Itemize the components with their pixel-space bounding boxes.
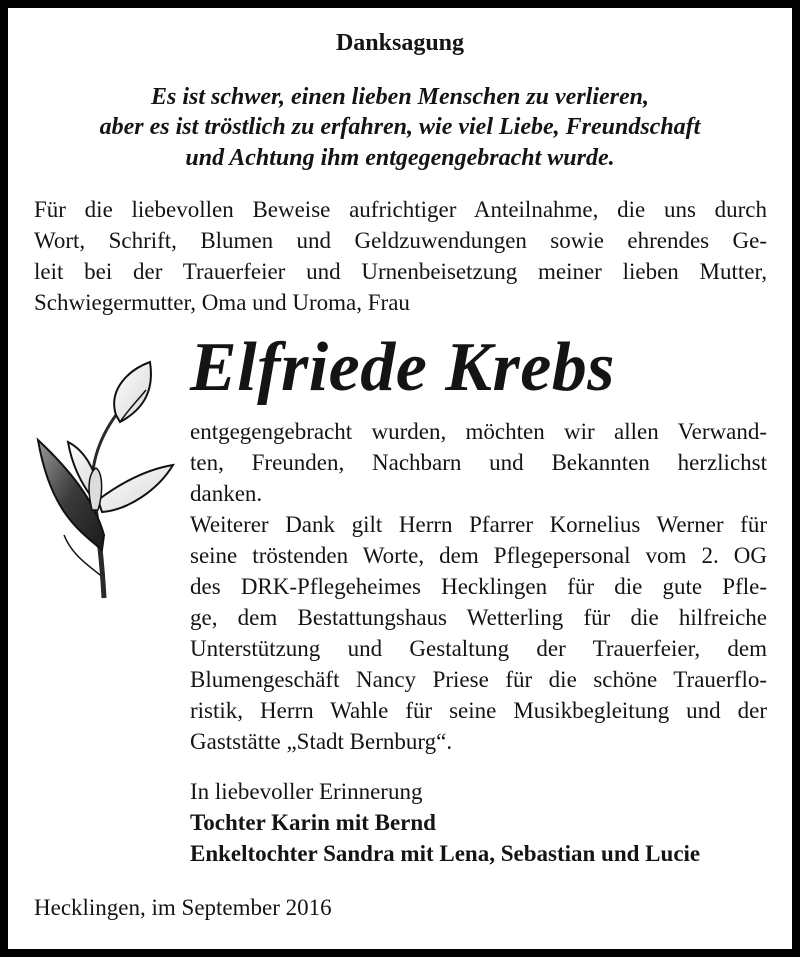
family-line: Enkeltochter Sandra mit Lena, Sebastian und Lucie bbox=[190, 841, 701, 866]
intro-line: Wort, Schrift, Blumen und Geldzuwendungen sowie ehrendes Ge- bbox=[34, 228, 767, 253]
thanks-line: danken. bbox=[190, 481, 263, 506]
thanks-line: Gaststätte „Stadt Bernburg“. bbox=[190, 729, 453, 754]
thanks-line: Weiterer Dank gilt Herrn Pfarrer Kornelius Werner für bbox=[190, 512, 767, 537]
quote-line: Es ist schwer, einen lieben Menschen zu verlieren, bbox=[150, 84, 650, 110]
place-date: Hecklingen, im September 2016 bbox=[34, 895, 332, 920]
heading: Danksagung bbox=[335, 30, 465, 56]
quote-line: und Achtung ihm entgegengebracht wurde. bbox=[185, 145, 615, 171]
calla-lily-icon bbox=[28, 360, 188, 605]
thanks-line: ten, Freunden, Nachbarn und Bekannten herzlichst bbox=[190, 450, 767, 475]
thanks-line: entgegengebracht wurden, möchten wir allen Verwand- bbox=[190, 419, 767, 444]
quote-line: aber es ist tröstlich zu erfahren, wie viel Liebe, Freundschaft bbox=[99, 114, 701, 140]
thanks-line: Blumengeschäft Nancy Priese für die schöne Trauerflo- bbox=[190, 667, 767, 692]
thanks-line: ristik, Herrn Wahle für seine Musikbegleitung und der bbox=[190, 698, 767, 723]
intro-line: Für die liebevollen Beweise aufrichtiger Anteilnahme, die uns durch bbox=[34, 197, 767, 222]
closing-phrase: In liebevoller Erinnerung bbox=[190, 779, 423, 804]
intro-line: Schwiegermutter, Oma und Uroma, Frau bbox=[34, 290, 410, 315]
thanks-line: des DRK-Pflegeheimes Hecklingen für die gute Pfle- bbox=[190, 574, 767, 599]
thanks-line: Unterstützung und Gestaltung der Trauerfeier, dem bbox=[190, 636, 767, 661]
deceased-name: Elfriede Krebs bbox=[190, 329, 616, 406]
intro-line: leit bei der Trauerfeier und Urnenbeisetzung meiner lieben Mutter, bbox=[34, 259, 767, 284]
thanks-line: seine tröstenden Worte, dem Pflegepersonal vom 2. OG bbox=[190, 543, 767, 568]
family-line: Tochter Karin mit Bernd bbox=[190, 810, 436, 835]
thanks-line: ge, dem Bestattungshaus Wetterling für die hilfreiche bbox=[190, 605, 767, 630]
